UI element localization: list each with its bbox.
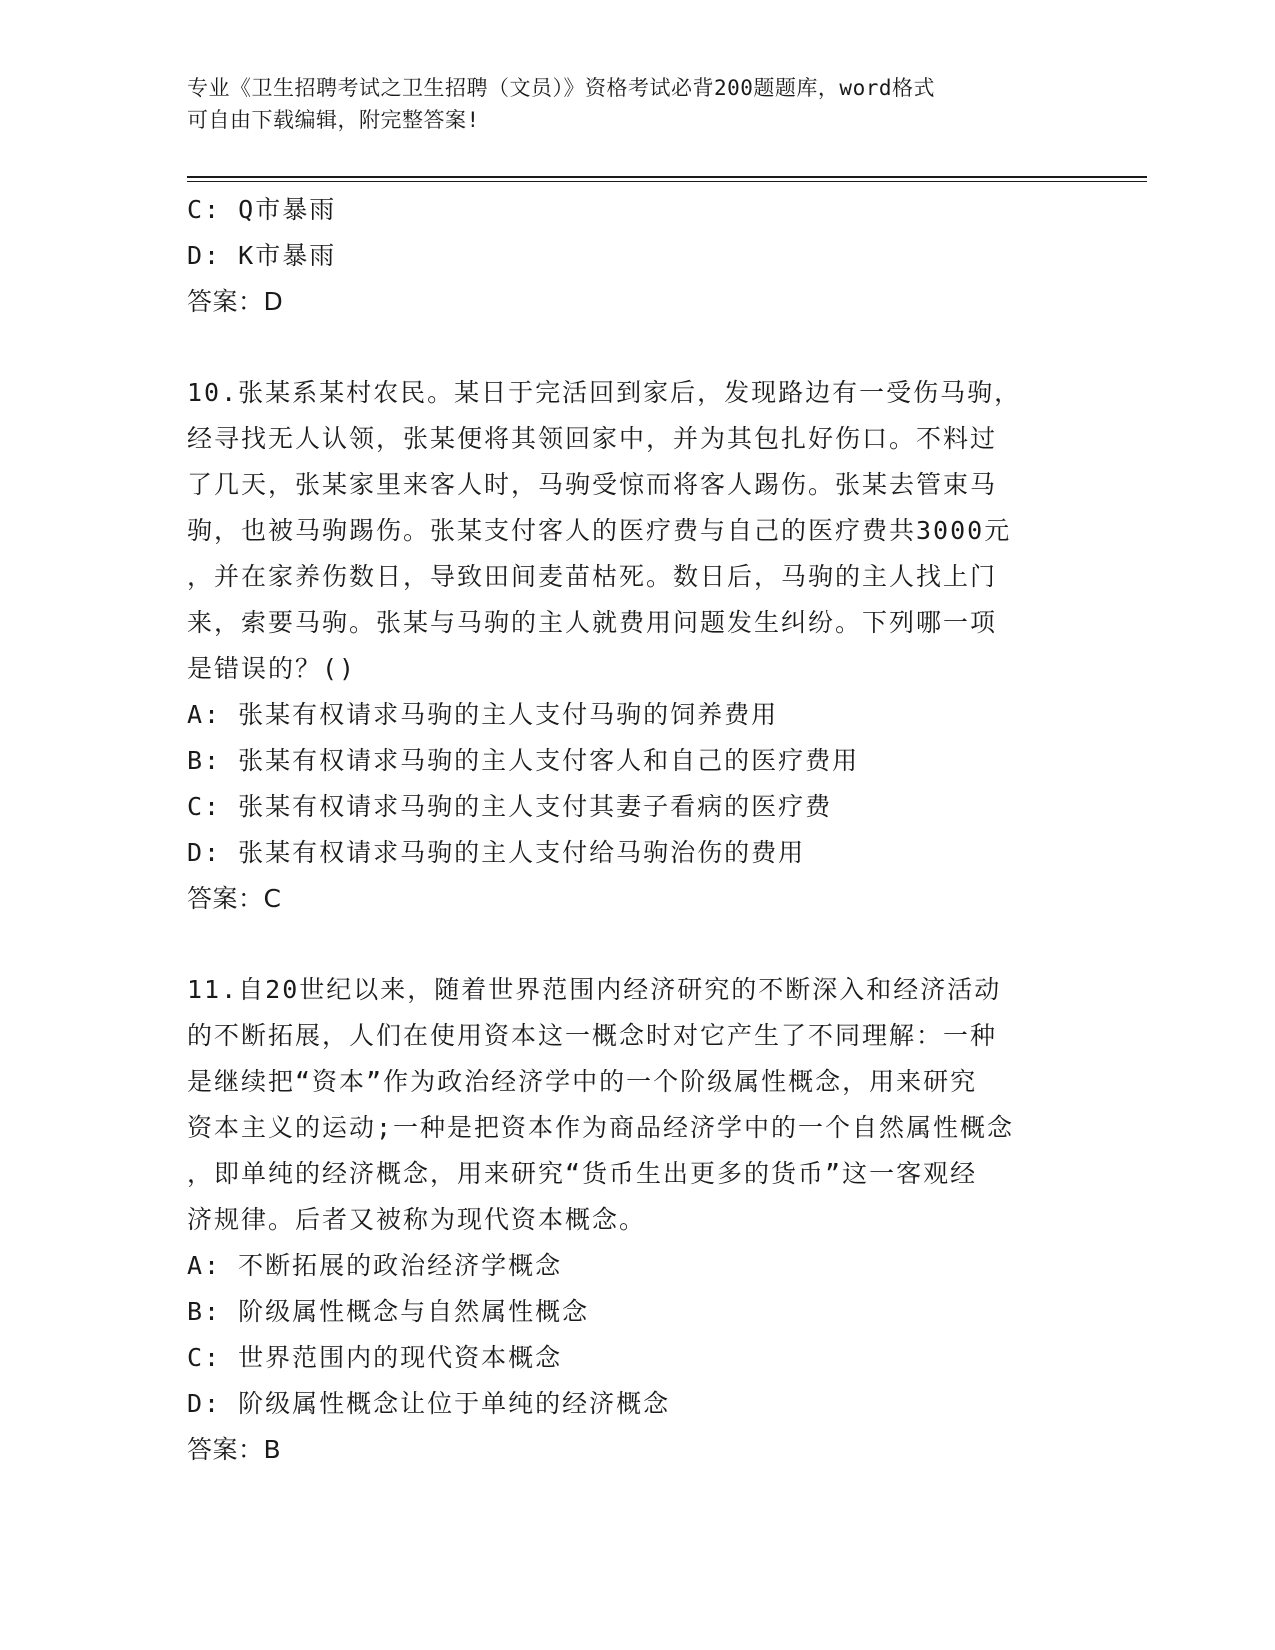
- option-a: A: 不断拓展的政治经济学概念: [187, 1251, 563, 1280]
- option-d: D: 阶级属性概念让位于单纯的经济概念: [187, 1389, 671, 1418]
- question-stem-line: ，并在家养伤数日，导致田间麦苗枯死。数日后，马驹的主人找上门: [187, 562, 998, 591]
- answer-line: 答案：B: [187, 1435, 282, 1464]
- question-stem-line: 的不断拓展，人们在使用资本这一概念时对它产生了不同理解：一种: [187, 1021, 998, 1050]
- option-c: C: Q市暴雨: [187, 195, 337, 224]
- option-d: D: 张某有权请求马驹的主人支付给马驹治伤的费用: [187, 838, 806, 867]
- option-b: B: 阶级属性概念与自然属性概念: [187, 1297, 590, 1326]
- option-c: C: 张某有权请求马驹的主人支付其妻子看病的医疗费: [187, 792, 833, 821]
- spacer: [187, 325, 1067, 370]
- spacer: [187, 922, 1067, 967]
- header-divider-thin: [187, 181, 1147, 182]
- option-c: C: 世界范围内的现代资本概念: [187, 1343, 563, 1372]
- question-stem-line: 济规律。后者又被称为现代资本概念。: [187, 1205, 647, 1234]
- option-d: D: K市暴雨: [187, 241, 337, 270]
- question-9-tail: [187, 187, 1067, 325]
- option-a: A: 张某有权请求马驹的主人支付马驹的饲养费用: [187, 700, 779, 729]
- question-stem-line: 11.自20世纪以来，随着世界范围内经济研究的不断深入和经济活动: [187, 975, 1002, 1004]
- question-stem-line: 经寻找无人认领，张某便将其领回家中，并为其包扎好伤口。不料过: [187, 424, 998, 453]
- question-stem-line: 了几天，张某家里来客人时，马驹受惊而将客人踢伤。张某去管束马: [187, 470, 998, 499]
- header-line-2: 可自由下载编辑，附完整答案!: [187, 108, 480, 132]
- question-stem-line: 来，索要马驹。张某与马驹的主人就费用问题发生纠纷。下列哪一项: [187, 608, 998, 637]
- answer-line: 答案：D: [187, 287, 284, 316]
- document-header: [187, 72, 1067, 136]
- question-stem-line: 是继续把“资本”作为政治经济学中的一个阶级属性概念，用来研究: [187, 1067, 978, 1096]
- question-11: [187, 967, 1067, 1473]
- header-divider-thick: [187, 176, 1147, 178]
- question-10: [187, 370, 1067, 922]
- question-stem-line: 10.张某系某村农民。某日于完活回到家后，发现路边有一受伤马驹，: [187, 378, 1022, 407]
- question-stem-line: 是错误的？(): [187, 654, 357, 683]
- option-b: B: 张某有权请求马驹的主人支付客人和自己的医疗费用: [187, 746, 860, 775]
- question-stem-line: 资本主义的运动;一种是把资本作为商品经济学中的一个自然属性概念: [187, 1113, 1015, 1142]
- answer-line: 答案：C: [187, 884, 282, 913]
- question-stem-line: ，即单纯的经济概念，用来研究“货币生出更多的货币”这一客观经: [187, 1159, 978, 1188]
- document-body: [187, 187, 1067, 1473]
- header-line-1: 专业《卫生招聘考试之卫生招聘（文员）》资格考试必背200题题库，word格式: [187, 76, 935, 100]
- question-stem-line: 驹，也被马驹踢伤。张某支付客人的医疗费与自己的医疗费共3000元: [187, 516, 1012, 545]
